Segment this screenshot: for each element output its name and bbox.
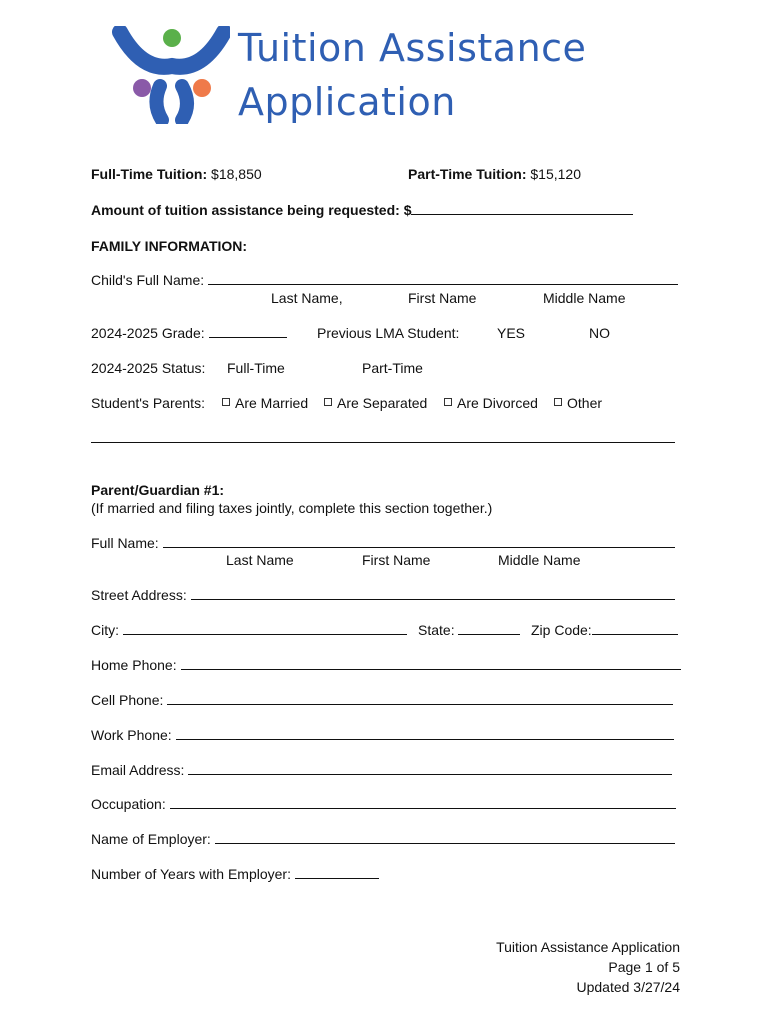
title-line-1: Tuition Assistance	[238, 26, 587, 70]
part-time-tuition-label: Part-Time Tuition:	[408, 166, 527, 182]
footer-updated: Updated 3/27/24	[576, 979, 680, 995]
parents-option-divorced[interactable]	[444, 395, 538, 411]
state-label: State:	[418, 622, 455, 638]
logo-orange-dot	[193, 79, 211, 97]
email-row	[91, 762, 672, 778]
footer-title: Tuition Assistance Application	[496, 939, 680, 955]
status-label: 2024-2025 Status:	[91, 360, 206, 376]
street-row	[91, 587, 675, 603]
zip-field[interactable]	[592, 622, 678, 635]
zip-row	[531, 622, 678, 638]
child-name-row	[91, 272, 678, 288]
section-divider	[91, 442, 675, 443]
logo	[112, 26, 230, 124]
parents-option-label: Are Separated	[337, 395, 428, 411]
full-time-tuition	[91, 166, 262, 182]
checkbox-icon	[324, 398, 332, 406]
grade-row	[91, 325, 287, 341]
parents-option-other[interactable]	[554, 395, 602, 411]
part-time-tuition	[408, 166, 581, 182]
occupation-row	[91, 796, 676, 812]
amount-requested-field[interactable]	[411, 202, 633, 215]
street-field[interactable]	[191, 587, 675, 600]
city-row	[91, 622, 407, 638]
child-sub-first: First Name	[408, 290, 477, 306]
years-label: Number of Years with Employer:	[91, 866, 291, 882]
parents-label: Student's Parents:	[91, 395, 205, 411]
family-info-heading: FAMILY INFORMATION:	[91, 238, 248, 254]
child-sub-last: Last Name,	[271, 290, 343, 306]
checkbox-icon	[444, 398, 452, 406]
logo-right-arc	[182, 86, 187, 120]
grade-label: 2024-2025 Grade:	[91, 325, 205, 341]
child-name-label: Child's Full Name:	[91, 272, 205, 288]
part-time-tuition-value: $15,120	[530, 166, 581, 182]
checkbox-icon	[222, 398, 230, 406]
footer	[496, 937, 680, 997]
email-field[interactable]	[188, 762, 672, 775]
guardian-name-field[interactable]	[163, 535, 675, 548]
years-row	[91, 866, 379, 882]
guardian-heading: Parent/Guardian #1:	[91, 482, 225, 498]
state-field[interactable]	[458, 622, 520, 635]
home-phone-field[interactable]	[181, 657, 681, 670]
footer-page: Page 1 of 5	[608, 959, 680, 975]
parents-option-label: Are Married	[235, 395, 309, 411]
city-field[interactable]	[123, 622, 407, 635]
zip-label: Zip Code:	[531, 622, 592, 638]
work-phone-field[interactable]	[176, 727, 674, 740]
parents-option-label: Are Divorced	[457, 395, 538, 411]
email-label: Email Address:	[91, 762, 185, 778]
status-full-time[interactable]: Full-Time	[227, 360, 285, 376]
state-row	[418, 622, 520, 638]
logo-green-dot	[163, 29, 181, 47]
guardian-name-label: Full Name:	[91, 535, 159, 551]
full-time-tuition-label: Full-Time Tuition:	[91, 166, 208, 182]
status-part-time[interactable]: Part-Time	[362, 360, 423, 376]
parents-option-married[interactable]	[222, 395, 308, 411]
checkbox-icon	[554, 398, 562, 406]
full-time-tuition-value: $18,850	[211, 166, 262, 182]
child-name-field[interactable]	[208, 272, 678, 285]
years-field[interactable]	[295, 866, 379, 879]
grade-field[interactable]	[209, 325, 287, 338]
home-phone-label: Home Phone:	[91, 657, 177, 673]
guardian-sub-last: Last Name	[226, 552, 294, 568]
parents-option-separated[interactable]	[324, 395, 427, 411]
previous-student-no[interactable]: NO	[589, 325, 610, 341]
amount-requested-row	[91, 202, 633, 218]
cell-phone-row	[91, 692, 673, 708]
city-label: City:	[91, 622, 119, 638]
cell-phone-label: Cell Phone:	[91, 692, 164, 708]
amount-requested-label: Amount of tuition assistance being requested: $	[91, 202, 412, 218]
title-line-2: Application	[238, 80, 456, 124]
employer-field[interactable]	[215, 831, 675, 844]
employer-row	[91, 831, 675, 847]
work-phone-row	[91, 727, 674, 743]
logo-left-arc	[156, 86, 162, 120]
guardian-sub-middle: Middle Name	[498, 552, 581, 568]
logo-purple-dot	[133, 79, 151, 97]
home-phone-row	[91, 657, 681, 673]
guardian-sub-first: First Name	[362, 552, 431, 568]
parents-option-label: Other	[567, 395, 603, 411]
child-sub-middle: Middle Name	[543, 290, 626, 306]
previous-student-yes[interactable]: YES	[497, 325, 526, 341]
employer-label: Name of Employer:	[91, 831, 211, 847]
occupation-label: Occupation:	[91, 796, 166, 812]
guardian-note: (If married and filing taxes jointly, complete this section together.)	[91, 500, 493, 516]
previous-student-label: Previous LMA Student:	[317, 325, 460, 341]
street-label: Street Address:	[91, 587, 187, 603]
guardian-name-row	[91, 535, 675, 551]
occupation-field[interactable]	[170, 796, 676, 809]
work-phone-label: Work Phone:	[91, 727, 172, 743]
cell-phone-field[interactable]	[167, 692, 673, 705]
